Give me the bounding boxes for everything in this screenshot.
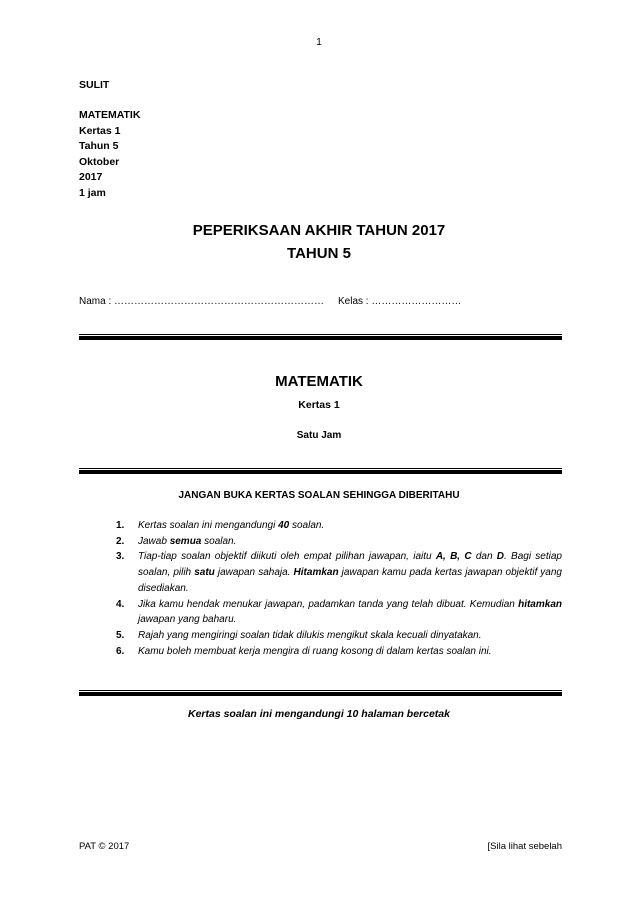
instruction-item <box>116 518 562 534</box>
instruction-text: dan <box>471 551 497 563</box>
divider <box>79 468 562 474</box>
instruction-number: 1. <box>116 520 125 531</box>
instruction-text: Jawab <box>138 535 170 547</box>
footer-copyright: PAT © 2017 <box>79 841 130 852</box>
divider <box>79 334 562 340</box>
instructions-list <box>116 518 562 659</box>
name-field[interactable]: Nama : ……………………………………………………… <box>79 296 325 307</box>
instruction-text: Kamu boleh membuat kerja mengira di ruang kosong di dalam kertas soalan ini. <box>138 645 492 657</box>
instruction-item <box>116 597 562 628</box>
paper-label: Kertas 1 <box>298 399 340 411</box>
instruction-text: soalan. <box>201 535 237 547</box>
divider <box>79 690 562 696</box>
page-count-note: Kertas soalan ini mengandungi 10 halaman bercetak <box>187 708 450 720</box>
instruction-number: 4. <box>116 598 125 610</box>
paper-info-line: Oktober <box>79 155 120 168</box>
instruction-emphasis: 40 <box>278 520 290 531</box>
instruction-emphasis: A, B, C <box>435 551 472 563</box>
paper-info-line: Kertas 1 <box>79 124 121 137</box>
instruction-text: Jika kamu hendak menukar jawapan, padamkan tanda yang telah dibuat. Kemudian <box>138 598 519 610</box>
instruction-text: jawapan sahaja. <box>214 567 294 579</box>
instruction-number: 6. <box>116 645 125 657</box>
instruction-emphasis: semua <box>169 535 202 547</box>
instruction-text: Kertas soalan ini mengandungi <box>138 520 279 531</box>
duration-label: Satu Jam <box>296 430 342 441</box>
instruction-item <box>116 628 562 644</box>
instruction-item <box>116 644 562 660</box>
instruction-emphasis: hitamkan <box>518 598 562 610</box>
paper-info-block <box>79 108 140 201</box>
instruction-text: Tiap-tiap soalan objektif diikuti oleh empat pilihan jawapan, iaitu <box>138 551 436 563</box>
instruction-text: soalan. <box>289 520 325 531</box>
instruction-emphasis: D <box>496 551 504 563</box>
instruction-number: 5. <box>116 629 125 641</box>
exam-year-level: TAHUN 5 <box>287 245 351 262</box>
instruction-emphasis: Hitamkan <box>293 567 339 579</box>
paper-info-line: MATEMATIK <box>79 109 141 121</box>
instruction-number: 2. <box>116 535 125 547</box>
instruction-item <box>116 534 562 550</box>
subject-title: MATEMATIK <box>275 373 363 390</box>
exam-title: PEPERIKSAAN AKHIR TAHUN 2017 <box>192 222 446 239</box>
footer-turn-over: [Sila lihat sebelah <box>487 841 562 852</box>
instruction-emphasis: satu <box>194 567 215 579</box>
instruction-text: jawapan kamu pada kertas jawapan objektif yang disediakan. <box>138 567 562 594</box>
warning-heading: JANGAN BUKA KERTAS SOALAN SEHINGGA DIBERITAHU <box>178 490 460 501</box>
classification-label: SULIT <box>79 79 110 91</box>
instruction-item <box>116 549 562 596</box>
instruction-text: jawapan yang baharu. <box>138 614 237 626</box>
paper-info-line: 2017 <box>79 171 103 183</box>
paper-info-line: 1 jam <box>79 186 106 199</box>
paper-info-line: Tahun 5 <box>79 140 119 152</box>
instruction-text: Rajah yang mengiringi soalan tidak dilukis mengikut skala kecuali dinyatakan. <box>138 629 482 641</box>
page-number: 1 <box>316 37 322 48</box>
class-field[interactable]: Kelas : ……………………… <box>338 296 462 307</box>
instruction-text: . Bagi setiap soalan, pilih <box>138 551 562 579</box>
instruction-number: 3. <box>116 551 125 563</box>
